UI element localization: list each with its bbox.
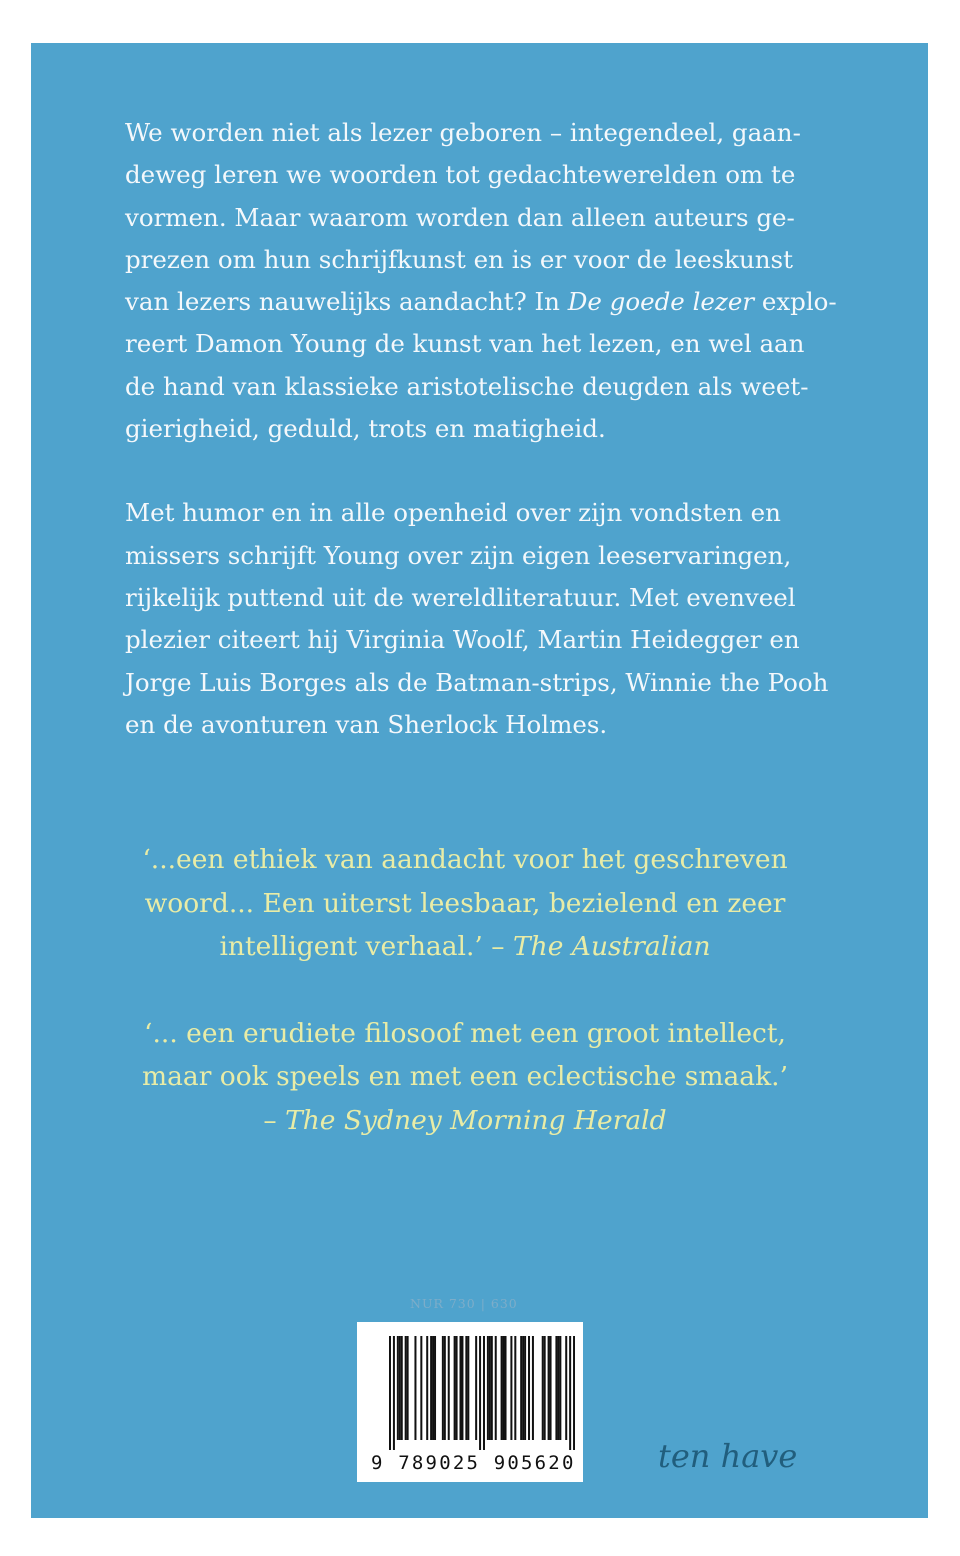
barcode-bar xyxy=(459,1336,461,1440)
barcode-bar xyxy=(487,1336,489,1440)
quote-dash: – xyxy=(263,1104,286,1136)
barcode-bar xyxy=(555,1336,557,1440)
review-quote-sydney xyxy=(125,1012,805,1143)
barcode-bar xyxy=(407,1336,409,1440)
barcode-bar xyxy=(399,1336,401,1440)
barcode-bar xyxy=(393,1336,395,1450)
barcode-bar xyxy=(544,1336,546,1440)
blurb-line: en de avonturen van Sherlock Holmes. xyxy=(125,709,608,739)
barcode-bar xyxy=(401,1336,403,1440)
barcode-bar xyxy=(522,1336,524,1440)
barcode-bar xyxy=(432,1336,434,1440)
quote-line xyxy=(125,1099,805,1143)
barcode-bar xyxy=(461,1336,463,1440)
barcode-bar xyxy=(456,1336,458,1440)
barcode-bar xyxy=(548,1336,550,1440)
blurb-line: de hand van klassieke aristotelische deugden als weet- xyxy=(125,371,809,401)
quote-text: intelligent verhaal.’ – xyxy=(219,931,513,962)
blurb-line: We worden niet als lezer geboren – integendeel, gaan- xyxy=(125,118,801,147)
blurb-line: Jorge Luis Borges als de Batman-strips, Winnie the Pooh xyxy=(125,667,829,697)
barcode-bar xyxy=(505,1336,507,1440)
isbn-number: 9 789025 905620 xyxy=(371,1452,576,1474)
barcode-bar xyxy=(454,1336,456,1440)
barcode-bar xyxy=(573,1336,575,1450)
barcode-bar xyxy=(528,1336,530,1440)
blurb-line: vormen. Maar waarom worden dan alleen auteurs ge- xyxy=(125,202,795,232)
barcode-bar xyxy=(550,1336,552,1440)
review-quote-australian xyxy=(125,838,805,969)
barcode-bar xyxy=(426,1336,428,1440)
barcode-bar xyxy=(489,1336,491,1440)
barcode-bar xyxy=(483,1336,485,1450)
nur-code: NUR 730 | 630 xyxy=(410,1296,518,1311)
blurb-paragraph-1 xyxy=(125,112,837,450)
barcode-bar xyxy=(405,1336,407,1440)
barcode-bar xyxy=(565,1336,567,1440)
barcode-bar xyxy=(389,1336,391,1450)
book-title: De goede lezer xyxy=(567,287,755,317)
barcode-bar xyxy=(479,1336,481,1450)
barcode-bar xyxy=(542,1336,544,1440)
barcode-bar xyxy=(524,1336,526,1440)
blurb-line xyxy=(125,281,837,323)
blurb-text: explo- xyxy=(754,287,837,317)
blurb xyxy=(125,112,837,746)
barcode-bar xyxy=(569,1336,571,1450)
blurb-line: plezier citeert hij Virginia Woolf, Martin Heidegger en xyxy=(125,625,800,655)
barcode-bar xyxy=(434,1336,436,1440)
barcode-bar xyxy=(475,1336,477,1440)
barcode-bar xyxy=(503,1336,505,1440)
blurb-text: van lezers nauwelijks aandacht? In xyxy=(125,287,568,317)
publisher-logo: ten have xyxy=(658,1437,798,1475)
barcode-bar xyxy=(510,1336,512,1440)
barcode-bar xyxy=(467,1336,469,1440)
quote-line: ‘... een erudiete filosoof met een groot intellect, xyxy=(144,1017,786,1049)
quote-line: woord... Een uiterst leesbaar, bezielend en zeer xyxy=(144,887,786,919)
barcode-bar xyxy=(514,1336,516,1440)
barcode-bar xyxy=(491,1336,493,1440)
barcode-bar xyxy=(420,1336,422,1440)
barcode-bar xyxy=(520,1336,522,1440)
blurb-line: gierigheid, geduld, trots en matigheid. xyxy=(125,414,606,444)
barcode-bar xyxy=(532,1336,534,1440)
barcode-bar xyxy=(465,1336,467,1440)
barcode-bar xyxy=(501,1336,503,1440)
blurb-paragraph-2 xyxy=(125,492,829,746)
barcode-bar xyxy=(559,1336,561,1440)
barcode-bar xyxy=(442,1336,444,1440)
barcode-bar xyxy=(495,1336,497,1440)
quote-line: ‘...een ethiek van aandacht voor het geschreven xyxy=(142,844,788,875)
quote-source: The Australian xyxy=(512,931,711,962)
quote-line xyxy=(125,925,805,969)
barcode-bar xyxy=(414,1336,416,1440)
quote-source: The Sydney Morning Herald xyxy=(285,1104,667,1136)
quote-line: maar ook speels en met een eclectische smaak.’ xyxy=(141,1061,789,1092)
blurb-line: prezen om hun schrijfkunst en is er voor de leeskunst xyxy=(125,244,793,274)
blurb-line: reert Damon Young de kunst van het lezen, en wel aan xyxy=(125,329,805,359)
review-quotes xyxy=(125,838,805,1142)
barcode-bar xyxy=(430,1336,432,1440)
blurb-line: rijkelijk puttend uit de wereldliteratuur. Met evenveel xyxy=(125,582,796,612)
barcode xyxy=(357,1322,583,1482)
blurb-line: missers schrijft Young over zijn eigen leeservaringen, xyxy=(125,540,792,570)
blurb-line: Met humor en in alle openheid over zijn vondsten en xyxy=(125,498,781,528)
barcode-bar xyxy=(448,1336,450,1440)
barcode-bar xyxy=(557,1336,559,1440)
barcode-bar xyxy=(444,1336,446,1440)
barcode-bars xyxy=(389,1336,575,1450)
barcode-bar xyxy=(397,1336,399,1440)
blurb-line: deweg leren we woorden tot gedachtewerelden om te xyxy=(125,160,796,190)
